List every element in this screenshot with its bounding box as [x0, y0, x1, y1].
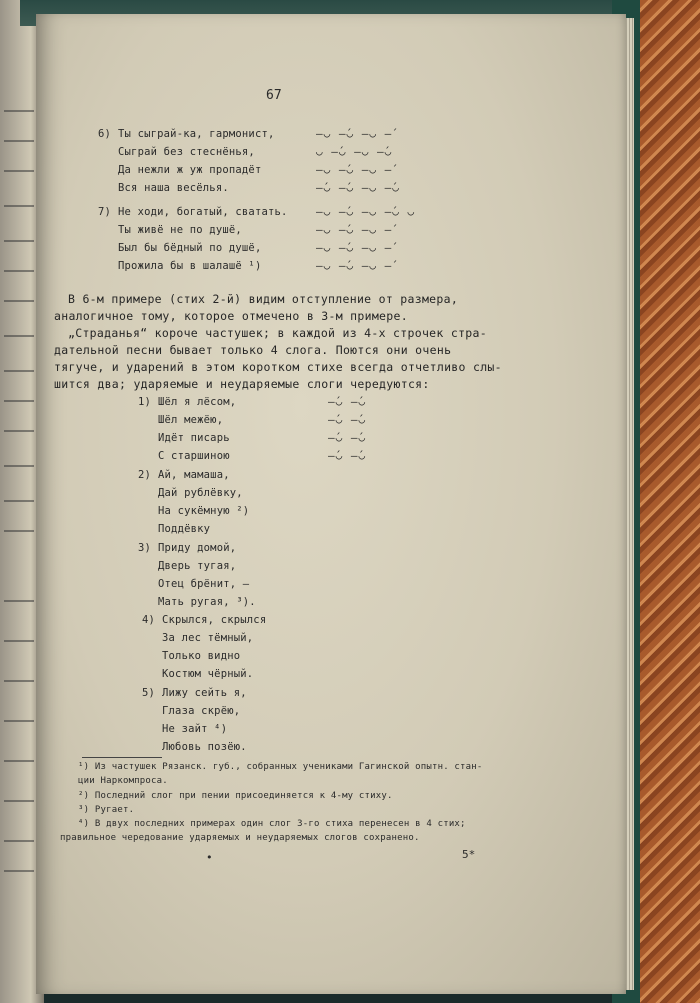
printer-signature: 5* — [462, 848, 476, 861]
example-number: 7) — [98, 206, 112, 218]
verse-line: Шёл я лёсом, — [158, 396, 237, 408]
meter-scheme: —◡ —́◡ —◡ —́◡ ◡ — [316, 205, 416, 218]
footnote-line: ³) Ругает. — [78, 805, 135, 815]
meter-scheme: —◡ —́◡ —◡ —́ — [316, 163, 393, 176]
meter-scheme: —́◡ —́◡ — [328, 449, 367, 462]
verse-line: Только видно — [162, 650, 241, 662]
verse-line: Лижу сейть я, — [162, 687, 247, 699]
footnote-line: ¹) Из частушек Рязанск. губ., собранных учениками Гагинской опытн. стан- — [78, 762, 483, 772]
book-page — [36, 14, 626, 994]
body-text-line: В 6-м примере (стих 2-й) видим отступление от размера, — [68, 292, 459, 306]
verse-line: Костюм чёрный. — [162, 668, 254, 680]
signature-dot: • — [206, 851, 213, 864]
verse-line: Ты живё не по душё, — [118, 224, 242, 236]
footnote-line: правильное чередование ударяемых и неударяемых слогов сохранено. — [60, 833, 420, 843]
verse-line: Не зайт ⁴) — [162, 723, 228, 735]
verse-line: Любовь позёю. — [162, 741, 247, 753]
body-text-line: тягуче, и ударений в этом коротком стихе всегда отчетливо слы- — [54, 360, 502, 374]
verse-line: Идёт писарь — [158, 432, 230, 444]
verse-line: Сыграй без стеснёнья, — [118, 146, 255, 158]
meter-scheme: —́◡ —́◡ — [328, 431, 367, 444]
verse-line: Прожила бы в шалашё ¹) — [118, 260, 262, 272]
example-number: 2) — [138, 469, 152, 481]
verse-line: Был бы бёдный по душё, — [118, 242, 262, 254]
body-text-line: дательной песни бывает только 4 слога. Поются они очень — [54, 343, 452, 357]
example-number: 4) — [142, 614, 156, 626]
example-number: 5) — [142, 687, 156, 699]
footnote-line: ²) Последний слог при пении присоединяется к 4-му стиху. — [78, 791, 393, 801]
verse-line: Дай рублёвку, — [158, 487, 243, 499]
footnote-divider — [82, 757, 162, 758]
meter-scheme: —́◡ —́◡ — [328, 413, 367, 426]
book-cover-leather — [640, 0, 700, 1003]
example-number: 1) — [138, 396, 152, 408]
verse-line: Приду домой, — [158, 542, 237, 554]
verse-line: Вся наша весёлья. — [118, 182, 229, 194]
verse-line: Ты сыграй-ка, гармонист, — [118, 128, 275, 140]
verse-line: Мать ругая, ³). — [158, 596, 256, 608]
verse-line: Отец брёнит, — — [158, 578, 250, 590]
verse-line: Да нежли ж уж пропадёт — [118, 164, 262, 176]
verse-line: Ай, мамаша, — [158, 469, 230, 481]
verse-line: На сукёмную ²) — [158, 505, 250, 517]
example-number: 6) — [98, 128, 112, 140]
meter-scheme: ◡ —́◡ —◡ —́◡ — [316, 145, 393, 158]
body-text-line: шится два; ударяемые и неударяемые слоги чередуются: — [54, 377, 430, 391]
verse-line: Не ходи, богатый, сватать. — [118, 206, 288, 218]
page-number: 67 — [266, 88, 282, 103]
meter-scheme: —◡ —́◡ —◡ —́ — [316, 259, 393, 272]
meter-scheme: —◡ —́◡ —◡ —́ — [316, 241, 393, 254]
verse-line: Поддёвку — [158, 523, 211, 535]
verse-line: Шёл межёю, — [158, 414, 224, 426]
footnote-line: ции Наркомпроса. — [78, 776, 168, 786]
verse-line: Скрылся, скрылся — [162, 614, 267, 626]
verse-line: Дверь тугая, — [158, 560, 237, 572]
verse-line: Глаза скрёю, — [162, 705, 241, 717]
verse-line: С старшиною — [158, 450, 230, 462]
body-text-line: „Страданья“ короче частушек; в каждой из 4-х строчек стра- — [68, 326, 487, 340]
verse-line: За лес тёмный, — [162, 632, 254, 644]
meter-scheme: —́◡ —́◡ —◡ —́◡ — [316, 181, 400, 194]
footnote-line: ⁴) В двух последних примерах один слог 3-го стиха перенесен в 4 стих; — [78, 819, 466, 829]
meter-scheme: —◡ —́◡ —◡ —́ — [316, 223, 393, 236]
meter-scheme: —◡ —́◡ —◡ —́ — [316, 127, 393, 140]
example-number: 3) — [138, 542, 152, 554]
body-text-line: аналогичное тому, которое отмечено в 3-м примере. — [54, 309, 408, 323]
meter-scheme: —́◡ —́◡ — [328, 395, 367, 408]
